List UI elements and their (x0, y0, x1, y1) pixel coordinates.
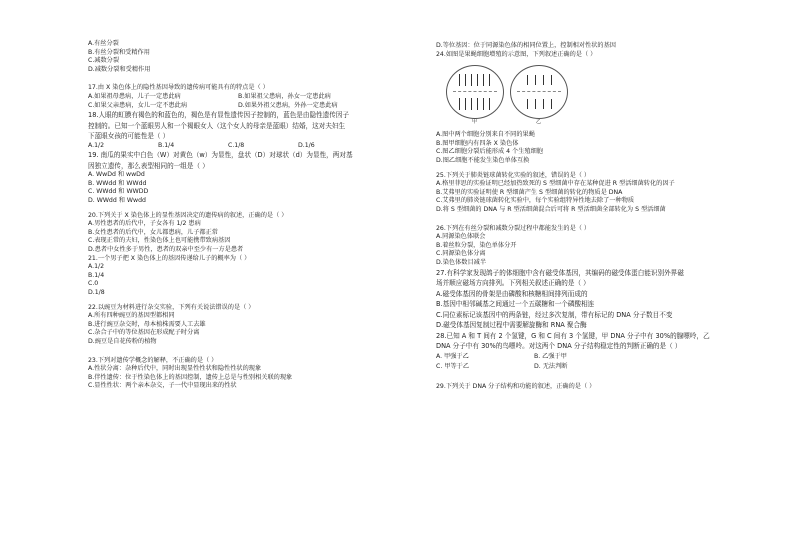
question-26-stem: 26.下列在有丝分裂和减数分裂过程中都能发生的是（ ） (436, 224, 591, 232)
option: B. WWdd 和 WWdd (88, 179, 147, 187)
option: A.1/2 (88, 141, 105, 149)
question-17-stem: 17.由 X 染色体上的隐性基因导致的遗传病可能具有的特点是（ ） (88, 84, 269, 92)
option: C.0 (88, 280, 99, 288)
question-27-stem: 27.有科学家发现鸽子的体细胞中含有磁受体基因，其编码的磁受体蛋白能识别外界磁 (436, 268, 684, 277)
option: A.1/2 (88, 263, 105, 271)
option: A.图中两个细胞分别来自不同的果蝇 (436, 131, 535, 139)
question-18-stem: 控制的。已知一个蓝眼男人和一个褐眼女人（这个女人的母亲是蓝眼）结婚，这对夫妇生 (88, 121, 346, 130)
question-25-stem: 25.下列关于肺炎链球菌转化实验的叙述，错误的是（ ） (436, 171, 591, 179)
option: D.1/8 (88, 288, 105, 296)
right-column (436, 42, 718, 391)
option: C. 甲等于乙 (436, 363, 470, 370)
option: A.磁受体基因的骨架是由磷酸和核糖相间排列而成的 (436, 289, 588, 298)
question-18-stem: 下蓝眼女孩的可能性是（ ） (88, 132, 170, 141)
option: C.减数分裂 (88, 57, 120, 65)
question-28-options (436, 352, 718, 363)
option: D.豌豆是自花传粉的植物 (88, 337, 157, 345)
option: D.等位基因：位于同源染色体的相同位置上，控制相对性状的基因 (436, 42, 616, 49)
option: A.性状分离：杂种后代中，同时出现显性性状和隐性性状的现象 (88, 365, 262, 373)
cell-jia-image (446, 65, 504, 119)
option: B.女性患者的后代中，女儿都患病，儿子都正常 (88, 228, 218, 236)
option: A. 甲强于乙 (436, 352, 469, 360)
option: C.显性性状：两个亲本杂交，子一代中显现出来的性状 (88, 382, 237, 390)
question-19-stem: 因独立遗传，那么表型相同的一组是（ ） (88, 161, 209, 170)
option: B.基因中相邻碱基之间通过一个五碳糖和一个磷酸相连 (436, 300, 595, 308)
option: B.进行豌豆杂交时，母本植株需要人工去雄 (88, 320, 206, 328)
question-20-stem: 20.下列关于 X 染色体上的显性基因决定的遗传病的叙述，正确的是（ ） (88, 211, 288, 219)
figure-label-jia: 甲 (472, 119, 478, 126)
option: D.1/6 (298, 141, 315, 149)
option: A.格里菲思的实验证明已经加热致死的 S 型细菌中存在某种促进 R 型活细菌转化的因子 (436, 180, 675, 188)
option: B.艾弗里的实验证明使 R 型细菌产生 S 型细菌的转化的物质是 DNA (436, 188, 623, 196)
option: D. WWdd 和 Wwdd (88, 197, 146, 205)
option: C.杂合子中的等位基因在形成配子时分离 (88, 329, 200, 337)
question-18-stem: 18.人眼的虹膜有褐色的和蓝色的，褐色是有显性遗传因子控制的，蓝色是由隐性遗传因子 (88, 111, 350, 120)
option: A.男性患者的后代中，子女各有 1/2 患病 (88, 220, 201, 228)
option: B.伴性遗传：位于性染色体上的基因控制，遗传上总是与性别相关联的现象 (88, 373, 293, 381)
option: A.所有四种豌豆的基因型都相同 (88, 312, 175, 320)
option: D.如果外祖父患病，外孙一定患此病 (238, 101, 338, 109)
question-28-stem: DNA 分子中有 30%的鸟嘌呤。对这两个 DNA 分子结构稳定性的判断正确的是（ ） (436, 342, 682, 350)
question-24-stem: 24.如图是果蝇细胞增殖的示意图，下列叙述正确的是（ ） (436, 50, 597, 58)
option: D.减数分裂和受精作用 (88, 65, 151, 73)
option: B.着丝粒分裂，染色单体分开 (436, 241, 517, 249)
option: B.图甲细胞内有四条 X 染色体 (436, 139, 519, 147)
question-21-stem: 21.一个男子把 X 染色体上的基因传递给儿子的概率为（ ） (88, 254, 251, 262)
option: C.同源染色体分离 (436, 250, 486, 258)
option: D.图乙细胞不能发生染色单体互换 (436, 156, 530, 164)
option: B.如果祖父患病，孙女一定患此病 (238, 92, 331, 100)
option: D.染色体数目减半 (436, 258, 487, 266)
option: D.患者中女性多于男性，患者的双亲中至少有一方是患者 (88, 246, 244, 253)
option: D.将 S 型细菌的 DNA 与 R 型活细菌混合后可将 R 型活细菌全部转化为 S 型活细菌 (436, 205, 666, 213)
option: C.同位素标记该基因中的两条链，经过多次复制，带有标记的 DNA 分子数目不变 (436, 310, 673, 319)
question-19-stem: 19. 南瓜的果实中白色（W）对黄色（w）为显性，盘状（D）对球状（d）为显性，两对基 (88, 151, 353, 160)
option: A. WwDd 和 wwDd (88, 171, 145, 179)
question-22-stem: 22.以豌豆为材料进行杂交实验，下列有关说法错误的是（ ） (88, 303, 255, 311)
cell-division-figure (444, 63, 718, 127)
option: A.如果祖母患病，儿子一定患此病 (88, 92, 181, 100)
question-17-options (88, 102, 388, 111)
left-column (88, 40, 388, 391)
option: A.同源染色体联会 (436, 233, 486, 241)
question-28-options (436, 362, 718, 373)
option: C.1/8 (228, 141, 245, 149)
option: C.艾弗里的肺炎链球菌转化实验中，每个实验组特异性地去除了一种物质 (436, 197, 635, 205)
option: A.有丝分裂 (88, 40, 119, 47)
option: B.有丝分裂和受精作用 (88, 48, 150, 56)
cell-yi-image (510, 65, 568, 119)
option: C.表现正常的夫妇，性染色体上也可能携带致病基因 (88, 237, 231, 245)
option: B.1/4 (158, 141, 175, 149)
question-27-stem: 场并顺应磁场方向排列。下列相关叙述正确的是（ ） (436, 279, 590, 287)
figure-label-yi: 乙 (536, 119, 542, 126)
option: C.如果父亲患病，女儿一定不患此病 (88, 101, 188, 109)
question-28-stem: 28.已知 A 和 T 间有 2 个氢键，G 和 C 间有 3 个氢键，甲 DNA 分子中有 30%的腺嘌呤，乙 (436, 331, 710, 340)
question-23-stem: 23.下列对遗传学概念的解释，不正确的是（ ） (88, 356, 218, 364)
option: D.磁受体基因复制过程中需要解旋酶和 RNA 聚合酶 (436, 321, 587, 329)
option: C. WWdd 和 WWDD (88, 188, 149, 196)
option: B.1/4 (88, 271, 105, 279)
option: B. 乙强于甲 (534, 352, 567, 360)
option: C.图乙细胞分裂后能形成 4 个生殖细胞 (436, 148, 543, 156)
option: D. 无法判断 (534, 363, 568, 370)
question-29-stem: 29.下列关于 DNA 分子结构和功能的叙述，正确的是（ ） (436, 382, 596, 390)
question-17-options (88, 93, 388, 102)
question-18-options (88, 142, 388, 151)
